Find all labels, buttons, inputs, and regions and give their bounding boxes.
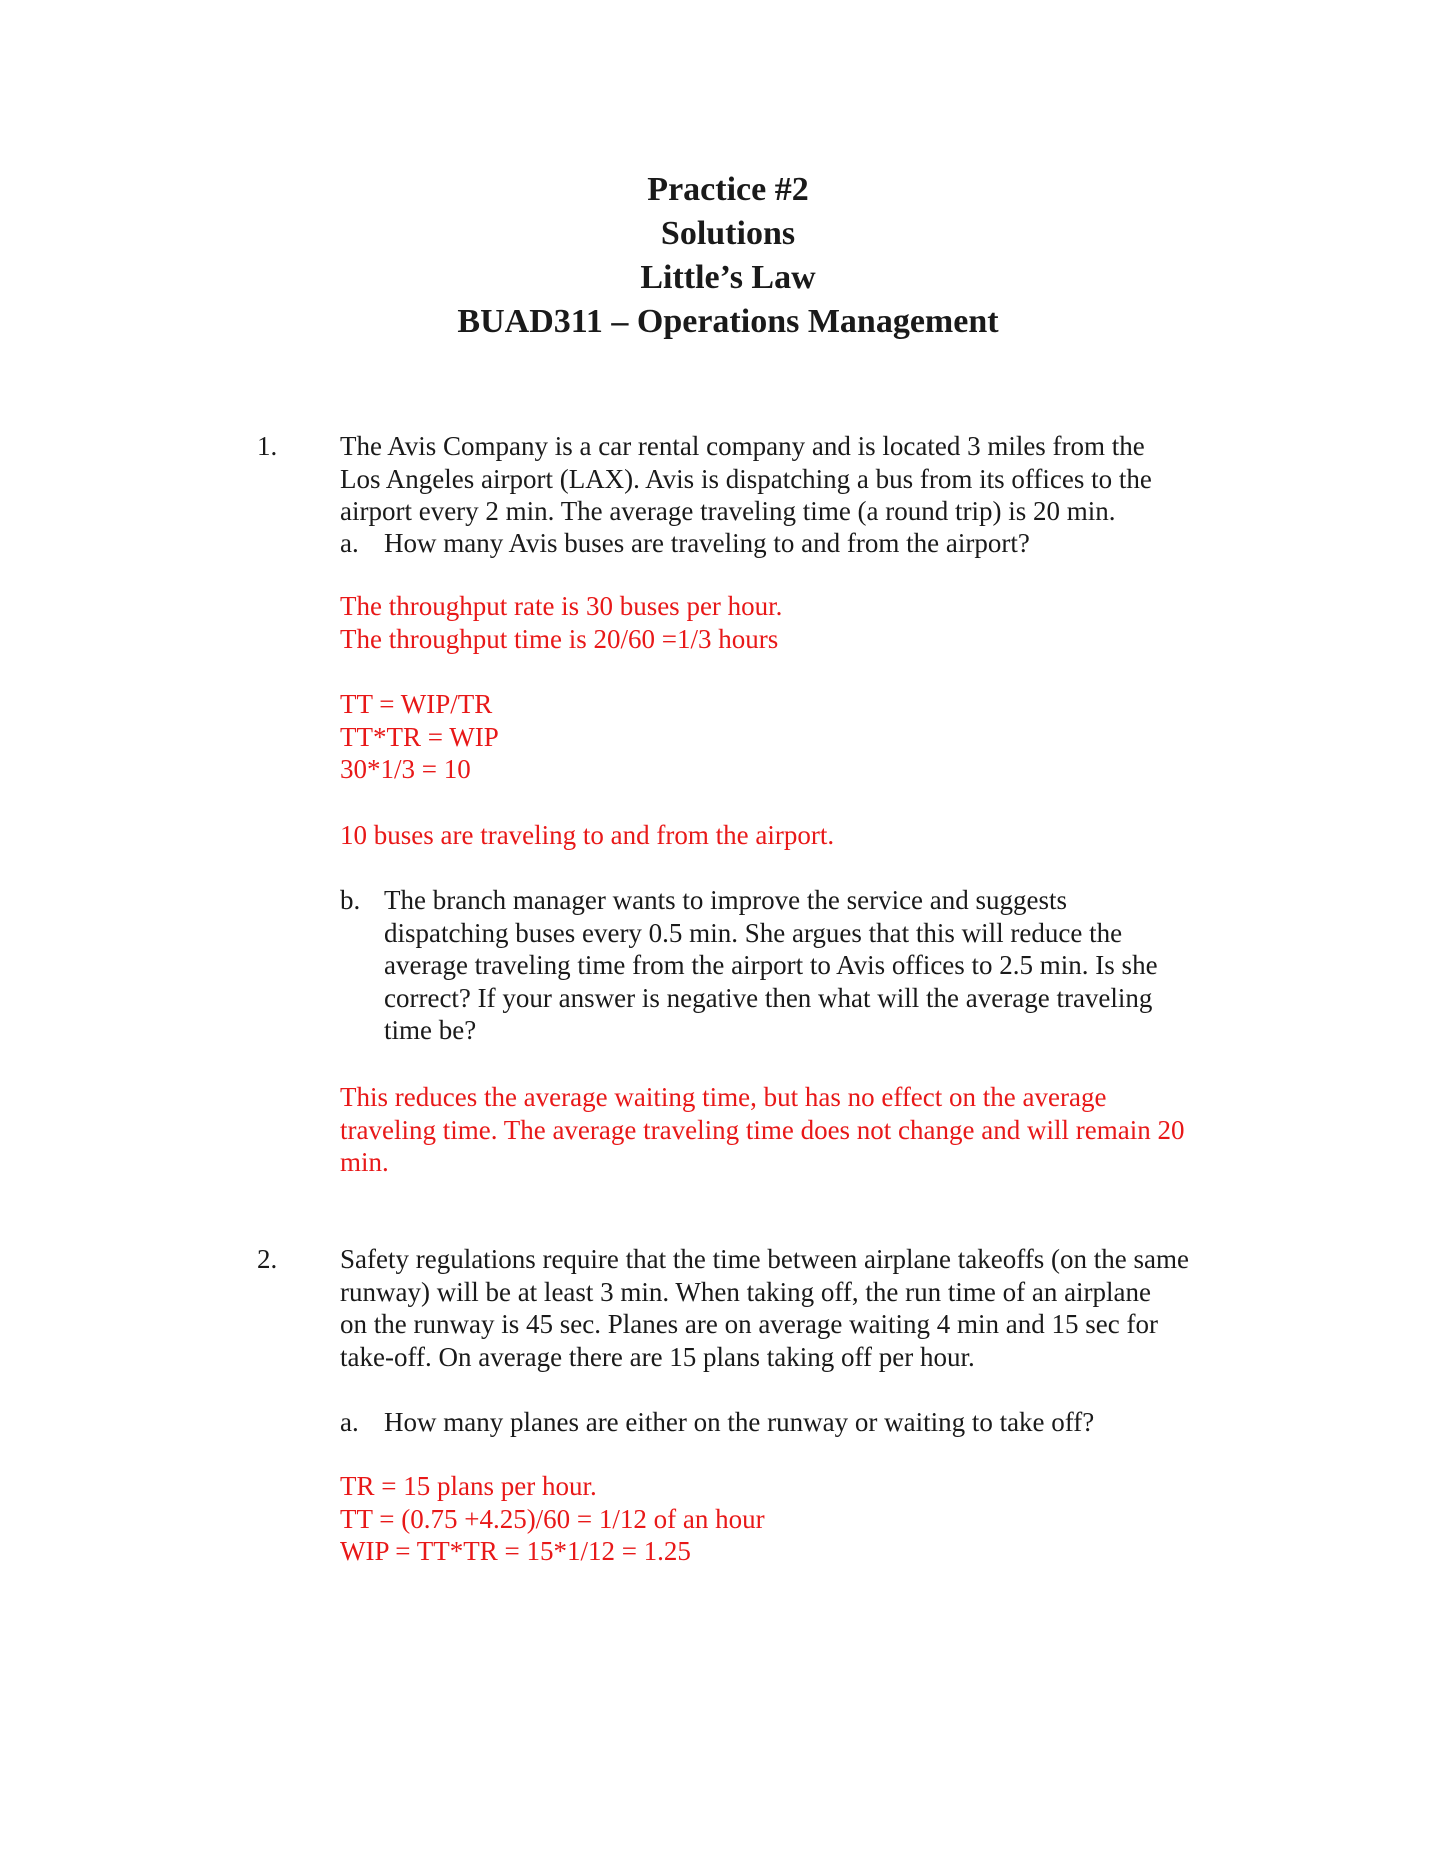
text-line: Safety regulations require that the time between airplane takeoffs (on the same bbox=[340, 1244, 1189, 1274]
text-line: correct? If your answer is negative then what will the average traveling bbox=[384, 982, 1153, 1013]
title-topic: Little’s Law bbox=[640, 259, 816, 296]
answer-line: traveling time. The average traveling time does not change and will remain 20 bbox=[340, 1114, 1185, 1145]
text-line: runway) will be at least 3 min. When taking off, the run time of an airplane bbox=[340, 1276, 1152, 1307]
answer-line: The throughput rate is 30 buses per hour. bbox=[340, 591, 783, 621]
answer-line: TR = 15 plans per hour. bbox=[340, 1471, 597, 1501]
answer-line: 10 buses are traveling to and from the airport. bbox=[340, 820, 835, 850]
answer-line: The throughput time is 20/60 =1/3 hours bbox=[340, 623, 779, 654]
question-1-text bbox=[340, 430, 1260, 528]
question-2a bbox=[340, 1406, 1260, 1439]
question-1a-label: a. bbox=[340, 528, 359, 558]
title-course: BUAD311 – Operations Management bbox=[457, 303, 999, 340]
question-2a-text: How many planes are either on the runway or waiting to take off? bbox=[384, 1407, 1095, 1437]
question-1b bbox=[340, 884, 1260, 1047]
answer-line: 30*1/3 = 10 bbox=[340, 754, 471, 784]
text-line: airport every 2 min. The average traveling time (a round trip) is 20 min. bbox=[340, 496, 1116, 526]
question-2-text bbox=[340, 1243, 1260, 1373]
answer-1a-formula bbox=[340, 688, 1260, 786]
text-line: take-off. On average there are 15 plans taking off per hour. bbox=[340, 1341, 975, 1372]
answer-line: TT = WIP/TR bbox=[340, 689, 493, 719]
text-line: The Avis Company is a car rental company and is located 3 miles from the bbox=[340, 431, 1145, 461]
question-2-number: 2. bbox=[257, 1244, 278, 1274]
answer-1a-result bbox=[340, 819, 1260, 852]
title-solutions: Solutions bbox=[660, 215, 796, 252]
answer-line: min. bbox=[340, 1147, 389, 1177]
text-line: The branch manager wants to improve the service and suggests bbox=[384, 885, 1068, 915]
answer-line: WIP = TT*TR = 15*1/12 = 1.25 bbox=[340, 1536, 691, 1566]
answer-line: This reduces the average waiting time, but has no effect on the average bbox=[340, 1082, 1107, 1112]
text-line: dispatching buses every 0.5 min. She argues that this will reduce the bbox=[384, 917, 1123, 948]
question-1-number: 1. bbox=[257, 431, 278, 461]
text-line: Los Angeles airport (LAX). Avis is dispatching a bus from its offices to the bbox=[340, 463, 1152, 494]
question-1a-text: How many Avis buses are traveling to and from the airport? bbox=[384, 528, 1030, 558]
text-line: average traveling time from the airport to Avis offices to 2.5 min. Is she bbox=[384, 950, 1158, 980]
question-1b-text bbox=[384, 884, 1260, 1047]
question-1b-label: b. bbox=[340, 885, 361, 915]
text-line: on the runway is 45 sec. Planes are on average waiting 4 min and 15 sec for bbox=[340, 1309, 1159, 1339]
question-2a-label: a. bbox=[340, 1407, 359, 1437]
text-line: time be? bbox=[384, 1015, 477, 1045]
title-practice: Practice #2 bbox=[647, 171, 809, 208]
question-1a bbox=[340, 527, 1260, 560]
answer-line: TT*TR = WIP bbox=[340, 721, 499, 752]
answer-line: TT = (0.75 +4.25)/60 = 1/12 of an hour bbox=[340, 1503, 765, 1534]
answer-2a bbox=[340, 1470, 1260, 1568]
answer-1b bbox=[340, 1081, 1260, 1179]
document-title bbox=[0, 168, 1456, 344]
answer-1a-rates bbox=[340, 590, 1260, 655]
